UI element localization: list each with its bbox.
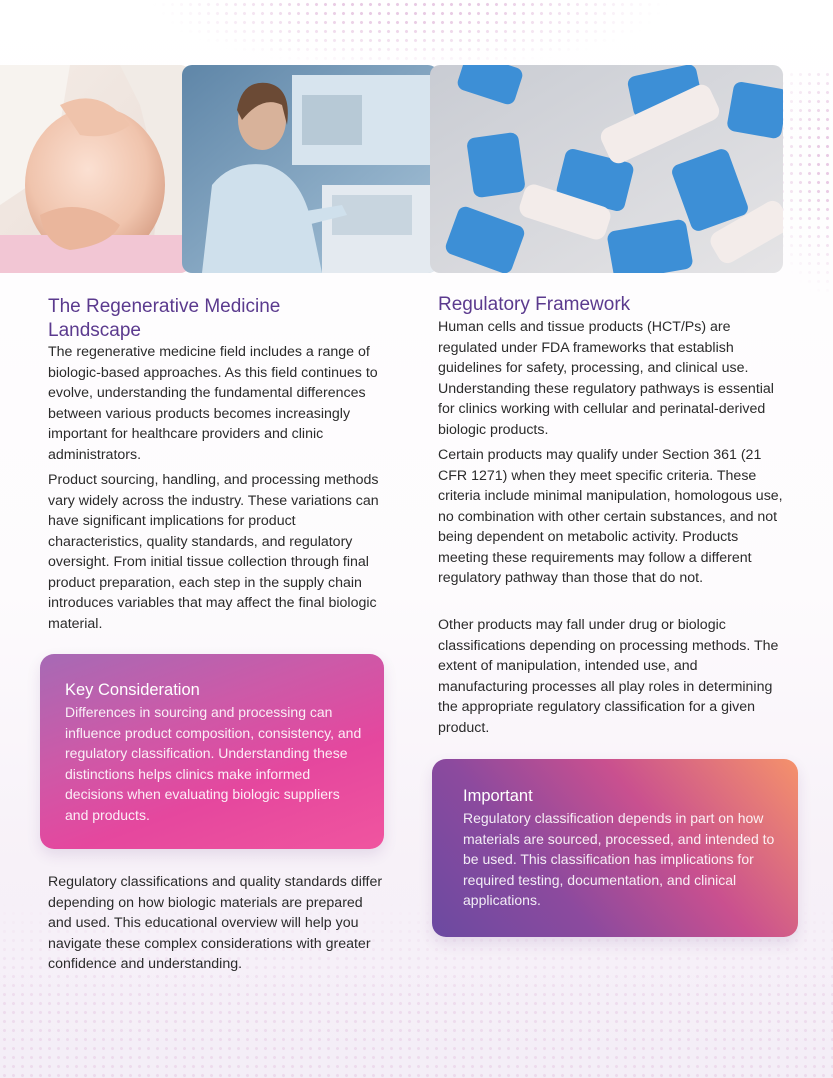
regulatory-heading: Regulatory Framework [438,294,631,315]
pregnancy-photo [0,65,190,273]
important-heading: Important [463,787,533,805]
key-consideration-heading: Key Consideration [65,681,200,699]
regulatory-paragraph-1: Human cells and tissue products (HCT/Ps) are regulated under FDA frameworks that establish guidelines for safety, processing, and clinical use. Understanding these regulatory pathways is essential for clinics working with cellular and perinatal-derived biologic products. [438,319,774,438]
key-consideration-callout [40,654,384,849]
landscape-sourcing-paragraph: Product sourcing, handling, and processing methods vary widely across the industry. These variations can have significant implications for product characteristics, quality standards, and regulatory oversight. From initial tissue collection through final product preparation, each step in the supply chain introduces variables that may affect the final biologic material. [48,472,379,632]
lab-scientist-photo [182,65,438,273]
regulatory-paragraph-3: Other products may fall under drug or biologic classifications depending on processing methods. The extent of manipulation, intended use, and manufacturing processes all play roles in determining the appropriate regulatory classification for a given product. [438,617,779,736]
landscape-closing-paragraph: Regulatory classifications and quality standards differ depending on how biologic materials are prepared and used. This educational overview will help you navigate these complex considerations with greater confidence and understanding. [48,874,383,972]
landscape-heading: The Regenerative Medicine Landscape [48,296,281,341]
key-consideration-body: Differences in sourcing and processing can influence product composition, consistency, and regulatory classification. Understanding these distinctions helps clinics make informed decisions when evaluating biologic suppliers and products. [65,704,362,823]
important-callout [432,759,798,937]
vials-photo [430,65,783,273]
decorative-dots-top [150,0,670,70]
landscape-intro-paragraph: The regenerative medicine field includes a range of biologic-based approaches. As this field continues to evolve, understanding the fundamental differences between various products becomes increasingly important for healthcare providers and clinic administrators. [48,344,378,463]
important-body: Regulatory classification depends in part on how materials are sourced, processed, and intended to be used. This classification has implications for required testing, documentation, and clinical applications. [463,810,775,908]
regulatory-paragraph-2: Certain products may qualify under Section 361 (21 CFR 1271) when they meet specific criteria. These criteria include minimal manipulation, homologous use, no combination with other certain substances, and not being dependent on metabolic activity. Products meeting these requirements may follow a different regulatory pathway than those that do not. [438,447,783,586]
